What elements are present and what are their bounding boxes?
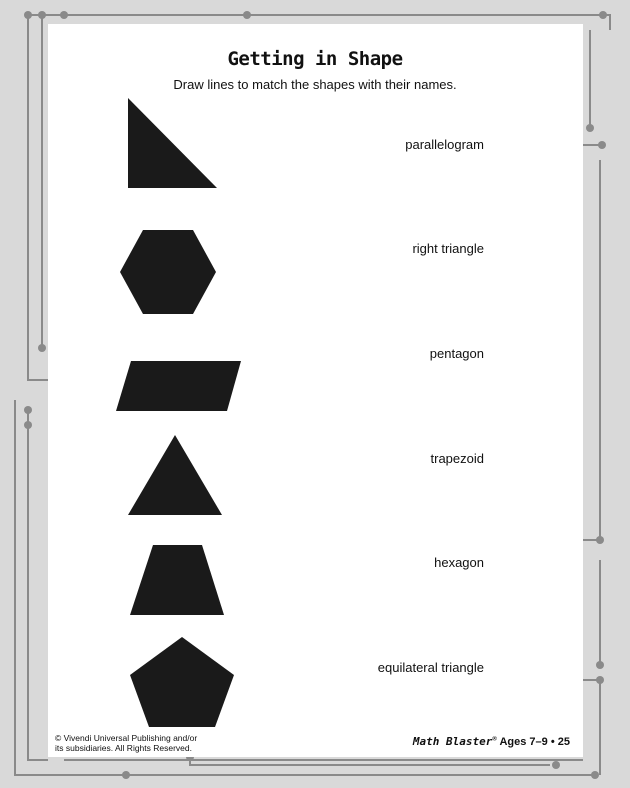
worksheet-title: Getting in Shape xyxy=(227,48,403,70)
worksheet-instructions: Draw lines to match the shapes with their names. xyxy=(173,77,457,92)
copyright-notice xyxy=(55,733,225,753)
age-range: Ages 7–9 xyxy=(496,736,548,748)
equilateral-triangle-shape[interactable] xyxy=(128,435,222,515)
brand-name: Math Blaster xyxy=(412,735,493,748)
shape-name-equilateral-triangle: equilateral triangle xyxy=(377,660,484,675)
right-triangle-shape[interactable] xyxy=(128,98,217,188)
shape-name-parallelogram: parallelogram xyxy=(405,137,484,152)
shape-name-right-triangle: right triangle xyxy=(412,241,484,256)
pentagon-shape[interactable] xyxy=(130,637,234,727)
shape-name-hexagon: hexagon xyxy=(434,555,484,570)
page-number: • 25 xyxy=(547,736,570,748)
hexagon-shape[interactable] xyxy=(120,230,216,314)
copyright-line-2: its subsidiaries. All Rights Reserved. xyxy=(55,743,193,753)
shape-name-pentagon: pentagon xyxy=(429,346,484,361)
page-footer xyxy=(413,735,570,748)
copyright-line-1: © Vivendi Universal Publishing and/or xyxy=(55,733,198,743)
trapezoid-shape[interactable] xyxy=(130,545,224,615)
parallelogram-shape[interactable] xyxy=(116,361,241,411)
shape-name-trapezoid: trapezoid xyxy=(430,451,484,466)
trademark-symbol: ® xyxy=(492,736,497,743)
